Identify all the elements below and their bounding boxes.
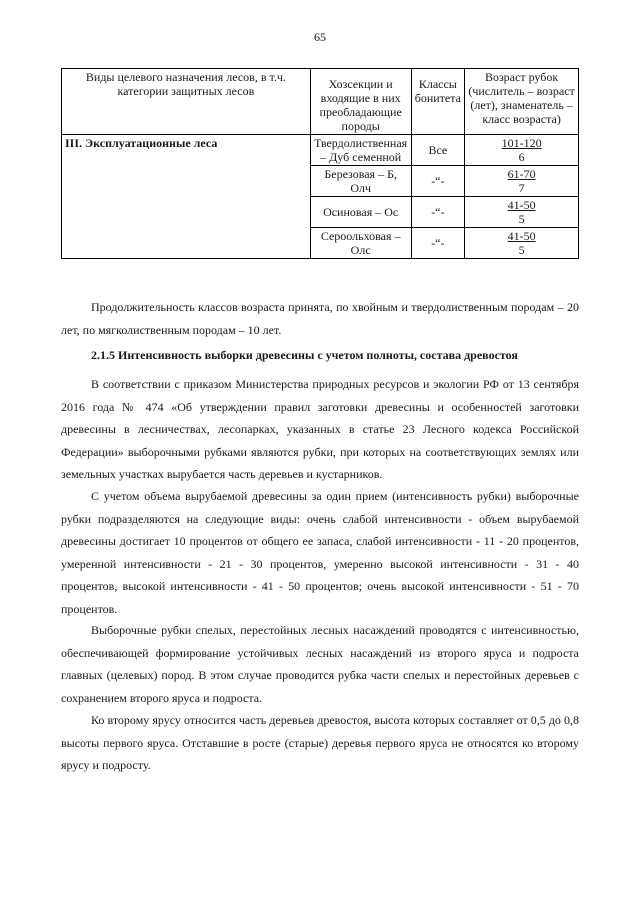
paragraph-age-classes: Продолжительность классов возраста принята, по хвойным и твердолиственным породам – 20 лет, по мягколиственным породам – 10 лет. — [61, 300, 579, 337]
cutting-age-table — [61, 68, 579, 259]
section-heading: 2.1.5 Интенсивность выборки древесины с учетом полноты, состава древостоя — [91, 348, 518, 362]
bonitet-cell: -“- — [411, 228, 465, 259]
age-denominator: 5 — [518, 212, 525, 226]
paragraph-order: В соответствии с приказом Министерства природных ресурсов и экологии РФ от 13 сентября 2016 года № 474 «Об утверждении правил заготовки древесины и особенностей заготовки древесины в лесничествах, лесопарках, указанных в статье 23 Лесного кодекса Российской Федерации» выборочными рубками являются рубки, при которых на соответствующих землях или земельных участках вырубается часть деревьев и кустарников. — [61, 377, 579, 481]
page-number: 65 — [314, 30, 326, 44]
age-numerator: 61-70 — [507, 167, 536, 181]
paragraph-second-tier: Ко второму ярусу относится часть деревьев древостоя, высота которых составляет от 0,5 до 0,8 высоты первого яруса. Отставшие в росте (старые) деревья первого яруса не относятся ко второму ярусу и подросту. — [61, 713, 579, 772]
header-cutting-age: Возраст рубок (числитель – возраст (лет), знаменатель – класс возраста) — [465, 69, 579, 135]
header-bonitet: Классы бонитета — [411, 69, 465, 135]
age-cell — [465, 197, 579, 228]
paragraph-selective-cutting: Выборочные рубки спелых, перестойных лесных насаждений проводятся с интенсивностью, обеспечивающей формирование устойчивых лесных насаждений из второго яруса и подроста главных (целевых) пород. В этом случае проводится рубка части спелых и перестойных деревьев с сохранением второго яруса и подроста. — [61, 623, 579, 705]
age-numerator: 101-120 — [501, 136, 542, 150]
bonitet-cell: -“- — [411, 166, 465, 197]
age-denominator: 7 — [518, 181, 525, 195]
section-cell: Твердолиственная – Дуб семенной — [310, 135, 411, 166]
age-denominator: 6 — [518, 150, 525, 164]
section-cell: Осиновая – Ос — [310, 197, 411, 228]
bonitet-cell: -“- — [411, 197, 465, 228]
table-row — [62, 135, 579, 166]
bonitet-cell: Все — [411, 135, 465, 166]
age-cell — [465, 228, 579, 259]
header-purpose: Виды целевого назначения лесов, в т.ч. категории защитных лесов — [62, 69, 311, 135]
age-denominator: 5 — [518, 243, 525, 257]
age-cell — [465, 135, 579, 166]
age-cell — [465, 166, 579, 197]
section-cell: Сероольховая – Олс — [310, 228, 411, 259]
header-section: Хозсекции и входящие в них преобладающие породы — [310, 69, 411, 135]
age-numerator: 41-50 — [507, 229, 536, 243]
section-cell: Березовая – Б, Олч — [310, 166, 411, 197]
paragraph-intensity: С учетом объема вырубаемой древесины за один прием (интенсивность рубки) выборочные рубки подразделяются на следующие виды: очень слабой интенсивности - объем вырубаемой древесины достигает 10 процентов от общего ее запаса, слабой интенсивности - 11 - 20 процентов, умеренной интенсивности - 21 - 30 процентов, умеренно высокой интенсивности - 31 - 40 процентов, высокой интенсивности - 41 - 50 процентов; очень высокой интенсивности - 51 - 70 процентов. — [61, 489, 579, 616]
age-numerator: 41-50 — [507, 198, 536, 212]
category-cell: III. Эксплуатационные леса — [62, 135, 311, 259]
table-header-row — [62, 69, 579, 135]
